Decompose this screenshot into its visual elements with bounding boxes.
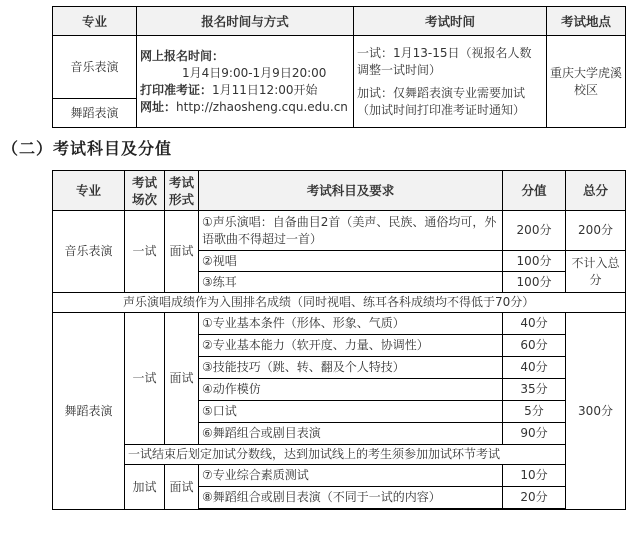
form-interview: 面试 [165,465,199,510]
subject-row: ④动作模仿 [199,379,503,401]
dance-total: 300分 [566,313,626,510]
header-location: 考试地点 [547,7,626,36]
header-score: 分值 [503,171,566,211]
subject-row: ③技能技巧（跳、转、翻及个人特技） [199,357,503,379]
subject-row: ⑤口试 [199,401,503,423]
subject-row: ⑥舞蹈组合或剧目表演 [199,423,503,445]
score-cell: 90分 [503,423,566,445]
dance-note: 一试结束后划定加试分数线，达到加试线上的考生须参加加试环节考试 [125,445,566,465]
exam-location: 重庆大学虎溪校区 [547,36,626,128]
spacer-cell [503,509,566,510]
score-cell: 10分 [503,465,566,487]
url-label: 网址： [140,99,177,114]
header-form: 考试形式 [165,171,199,211]
header-major: 专业 [53,171,125,211]
header-subject: 考试科目及要求 [199,171,503,211]
print-date: 1月11日12:00开始 [212,82,318,97]
subject-row: ⑧舞蹈组合或剧目表演（不同于一试的内容） [199,487,503,509]
subject-row: ⑦专业综合素质测试 [199,465,503,487]
score-cell: 40分 [503,313,566,335]
online-label: 网上报名时间： [140,48,225,63]
section-title: （二）考试科目及分值 [2,139,173,158]
registration-url[interactable]: http://zhaosheng.cqu.edu.cn [176,99,348,114]
subjects-table [52,170,626,510]
total-cell: 200分 [566,211,626,251]
header-registration: 报名时间与方式 [137,7,354,36]
subject-row: ②视唱 [199,251,503,272]
round-first: 一试 [125,211,165,293]
print-label: 打印准考证： [140,82,213,97]
total-note: 不计入总分 [566,251,626,293]
subject-row: ①声乐演唱：自备曲目2首（美声、民族、通俗均可，外语歌曲不得超过一首） [199,211,503,251]
online-dates: 1月4日9:00-1月9日20:00 [182,65,327,80]
major-music: 音乐表演 [53,211,125,293]
score-cell: 100分 [503,272,566,293]
subject-row: ②专业基本能力（软开度、力量、协调性） [199,335,503,357]
music-footnote: 声乐演唱成绩作为入围排名成绩（同时视唱、练耳各科成绩均不得低于70分） [53,293,626,313]
header-round: 考试场次 [125,171,165,211]
subject-row: ①专业基本条件（形体、形象、气质） [199,313,503,335]
registration-info [137,36,354,128]
registration-table [52,6,626,128]
extra-exam-time: 加试：仅舞蹈表演专业需要加试（加试时间打印准考证时通知） [357,85,526,117]
form-interview: 面试 [165,211,199,293]
major-music: 音乐表演 [53,36,137,99]
score-cell: 60分 [503,335,566,357]
form-interview: 面试 [165,313,199,445]
score-cell: 40分 [503,357,566,379]
first-exam-time: 一试：1月13-15日（视报名人数调整一试时间） [357,45,532,77]
round-extra: 加试 [125,465,165,510]
spacer-cell [199,509,503,510]
score-cell: 35分 [503,379,566,401]
header-major: 专业 [53,7,137,36]
score-cell: 5分 [503,401,566,423]
exam-time-info [354,36,547,128]
score-cell: 100分 [503,251,566,272]
score-cell: 200分 [503,211,566,251]
score-cell: 20分 [503,487,566,509]
subject-row: ③练耳 [199,272,503,293]
round-first: 一试 [125,313,165,445]
header-total: 总分 [566,171,626,211]
major-dance: 舞蹈表演 [53,99,137,128]
header-exam-time: 考试时间 [354,7,547,36]
major-dance: 舞蹈表演 [53,313,125,510]
